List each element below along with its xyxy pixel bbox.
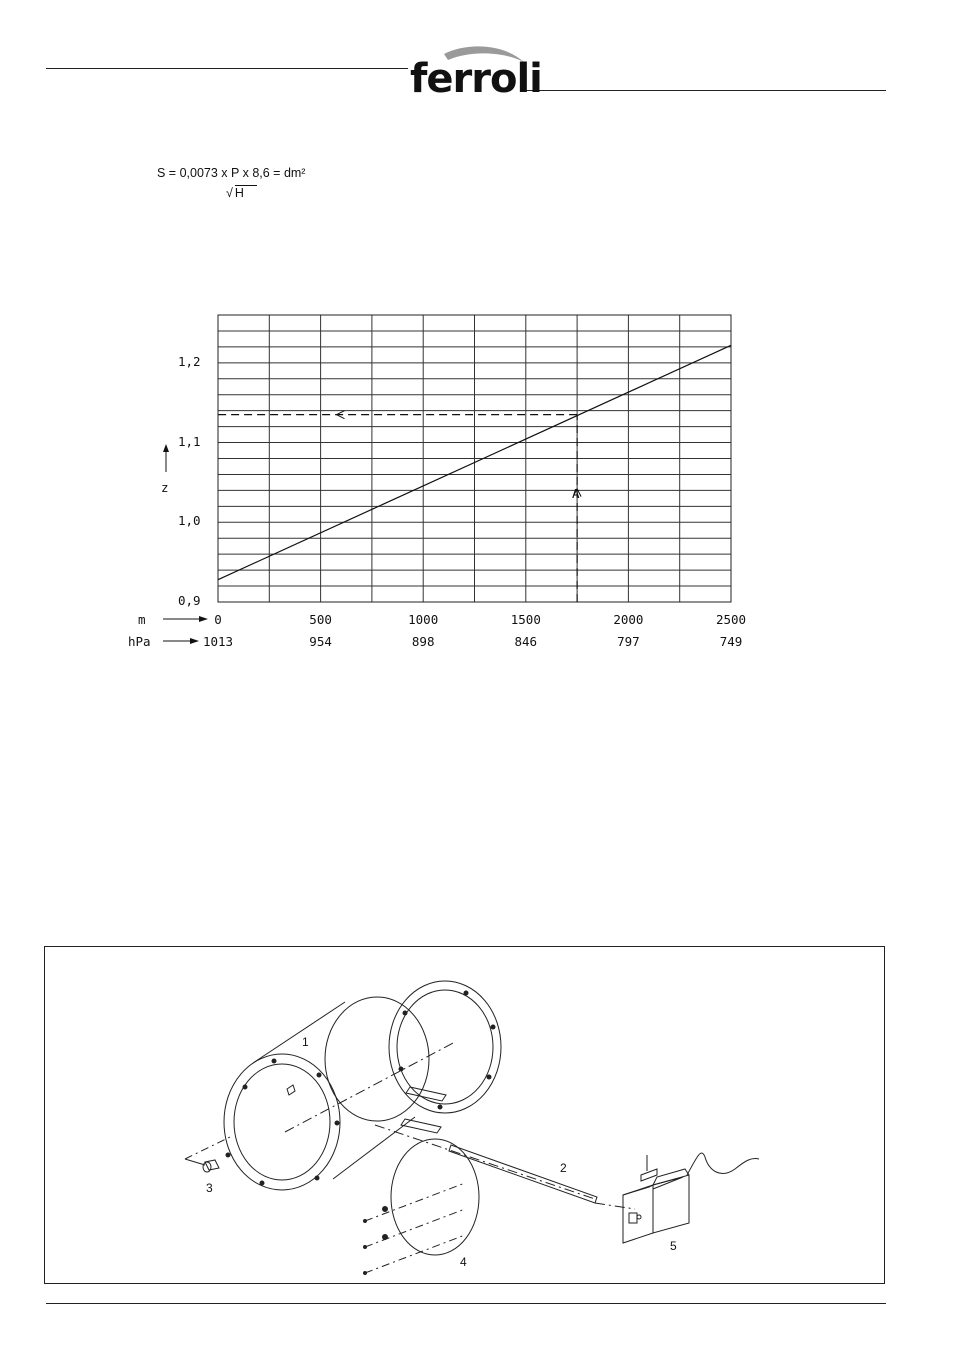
x-tick-label: 500: [309, 612, 332, 627]
m-arrowhead: [199, 616, 208, 622]
callout-4: 4: [460, 1255, 467, 1269]
x-axis-label: m: [138, 612, 146, 627]
y-axis-label: z: [161, 480, 169, 495]
y-tick-label: 1,2: [178, 353, 201, 369]
callout-2: 2: [560, 1161, 567, 1175]
sqrt-symbol: √: [226, 186, 233, 200]
x-tick-label: 2500: [715, 612, 747, 627]
front-plate: [391, 1139, 479, 1255]
formula-numerator: S = 0,0073 x P x 8,6 = dm²: [157, 166, 306, 180]
x2-tick-label: 898: [411, 634, 435, 649]
x2-tick-label: 846: [514, 634, 538, 649]
callout-3: 3: [206, 1181, 213, 1195]
x2-tick-label: 1013: [202, 634, 234, 649]
svg-text:ferroli: ferroli: [410, 56, 542, 102]
hpa-arrowhead: [190, 638, 199, 644]
formula-variable: H: [234, 186, 244, 200]
exploded-diagram-frame: [44, 946, 885, 1284]
x-tick-label: 1500: [510, 612, 541, 627]
footer-rule: [46, 1303, 886, 1304]
y-tick-label: 0,9: [178, 593, 201, 608]
exploded-diagram: [45, 947, 886, 1285]
x-tick-label: 1000: [408, 612, 439, 627]
x-tick-label: 0: [214, 612, 222, 627]
cylinder-front: [224, 1054, 340, 1190]
x-tick-label: 2000: [613, 612, 644, 627]
x2-axis-label: hPa: [128, 634, 151, 649]
point-a-label: A: [572, 486, 580, 501]
x2-tick-label: 797: [617, 634, 640, 649]
x2-tick-label: 749: [719, 634, 743, 649]
callout-5: 5: [670, 1239, 677, 1253]
x2-tick-label: 954: [309, 634, 332, 649]
callout-1: 1: [302, 1035, 309, 1049]
z-axis-arrowhead: [163, 444, 169, 452]
y-tick-label: 1,0: [178, 513, 201, 529]
y-tick-label: 1,1: [178, 433, 201, 449]
